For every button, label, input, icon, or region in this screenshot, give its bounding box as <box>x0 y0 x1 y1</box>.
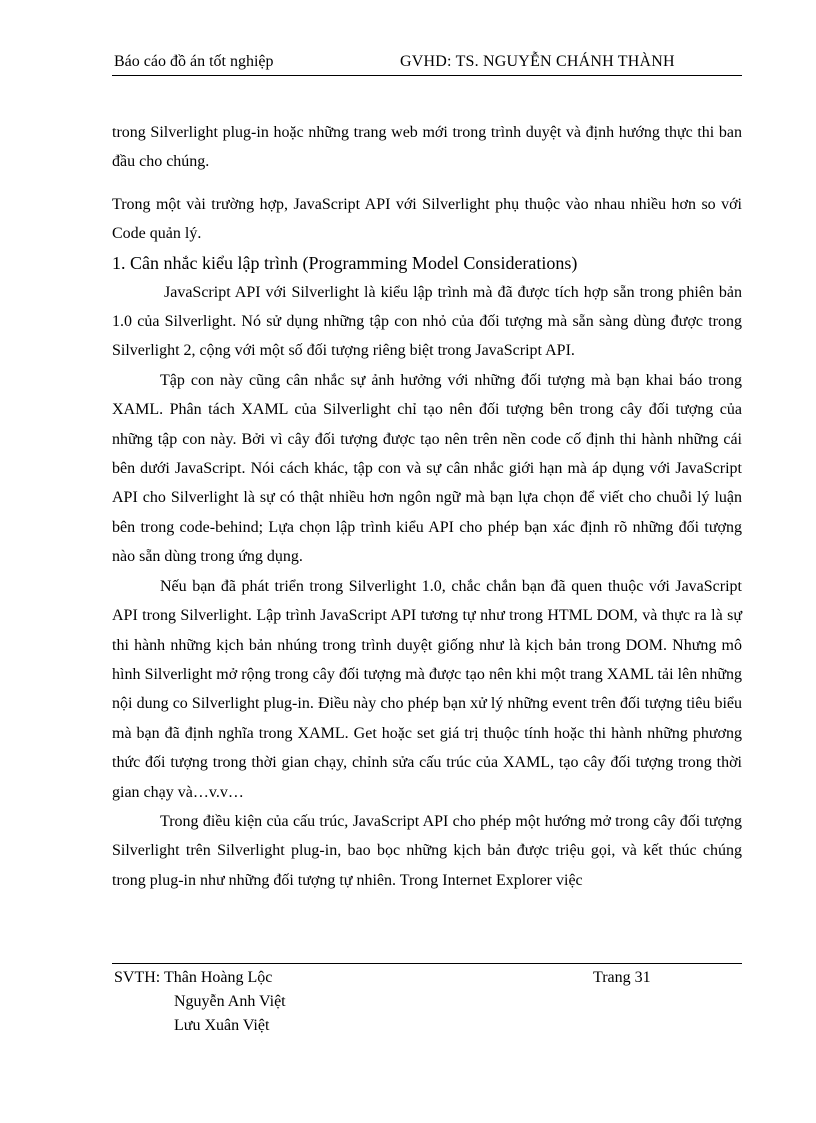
page-header <box>112 53 742 76</box>
header-report-title: Báo cáo đồ án tốt nghiệp <box>114 53 274 70</box>
page-body <box>112 118 742 895</box>
footer-author-1: SVTH: Thân Hoàng Lộc <box>114 969 273 986</box>
footer-author-3: Lưu Xuân Việt <box>174 1017 270 1034</box>
footer-authors <box>114 966 286 1038</box>
section-heading: 1. Cân nhắc kiểu lập trình (Programming Model Considerations) <box>112 252 578 273</box>
paragraph-2: Trong một vài trường hợp, JavaScript API với Silverlight phụ thuộc vào nhau nhiều hơn so với Code quản lý. <box>112 195 742 243</box>
footer-author-2: Nguyễn Anh Việt <box>174 993 286 1010</box>
paragraph-4: Tập con này cũng cân nhắc sự ảnh hưởng với những đối tượng mà bạn khai báo trong XAML. Phân tách XAML của Silverlight chỉ tạo nên đối tượng bên trong cây đối tượng của những tập con này. Bởi vì cây đối tượng được tạo nên trên nền code cố định thi hành những cái bên dưới JavaScript. Nói cách khác, tập con và sự cân nhắc giới hạn mà áp dụng với JavaScript API cho Silverlight là sự có thật nhiều hơn ngôn ngữ mà bạn lựa chọn để viết cho chuỗi lý luận bên trong code-behind; Lựa chọn lập trình kiểu API cho phép bạn xác định rõ những đối tượng nào sẵn dùng trong ứng dụng. <box>112 371 742 566</box>
paragraph-1: trong Silverlight plug-in hoặc những trang web mới trong trình duyệt và định hướng thực thi ban đầu cho chúng. <box>112 124 742 171</box>
page-number: Trang 31 <box>593 969 651 986</box>
paragraph-3: JavaScript API với Silverlight là kiểu lập trình mà đã được tích hợp sẵn trong phiên bản 1.0 của Silverlight. Nó sử dụng những tập con nhỏ của đối tượng mà sẵn sàng dùng được trong Silverlight 2, cộng với một số đối tượng riêng biệt trong JavaScript API. <box>112 283 742 360</box>
paragraph-5: Nếu bạn đã phát triển trong Silverlight 1.0, chắc chắn bạn đã quen thuộc với JavaScript API trong Silverlight. Lập trình JavaScript API tương tự như trong HTML DOM, và thực ra là sự thi hành những kịch bản nhúng trong trình duyệt giống như là kịch bản trong DOM. Nhưng mô hình Silverlight mở rộng trong cây đối tượng mà được tạo nên khi một trang XAML tải lên những nội dung co Silverlight plug-in. Điều này cho phép bạn xử lý những event trên đối tượng tiêu biểu mà bạn đã định nghĩa trong XAML. Get hoặc set giá trị thuộc tính hoặc thi hành những phương thức đối tượng trong thời gian chạy, chỉnh sửa cấu trúc của XAML, tạo cây đối tượng trong thời gian chạy và…v.v… <box>112 577 742 801</box>
page-footer <box>112 963 742 1034</box>
header-advisor: GVHD: TS. NGUYỄN CHÁNH THÀNH <box>400 53 675 70</box>
paragraph-6: Trong điều kiện của cấu trúc, JavaScript API cho phép một hướng mở trong cây đối tượng Silverlight trên Silverlight plug-in, bao bọc những kịch bản được triệu gọi, và kết thúc chúng trong plug-in như những đối tượng tự nhiên. Trong Internet Explorer việc <box>112 812 742 889</box>
